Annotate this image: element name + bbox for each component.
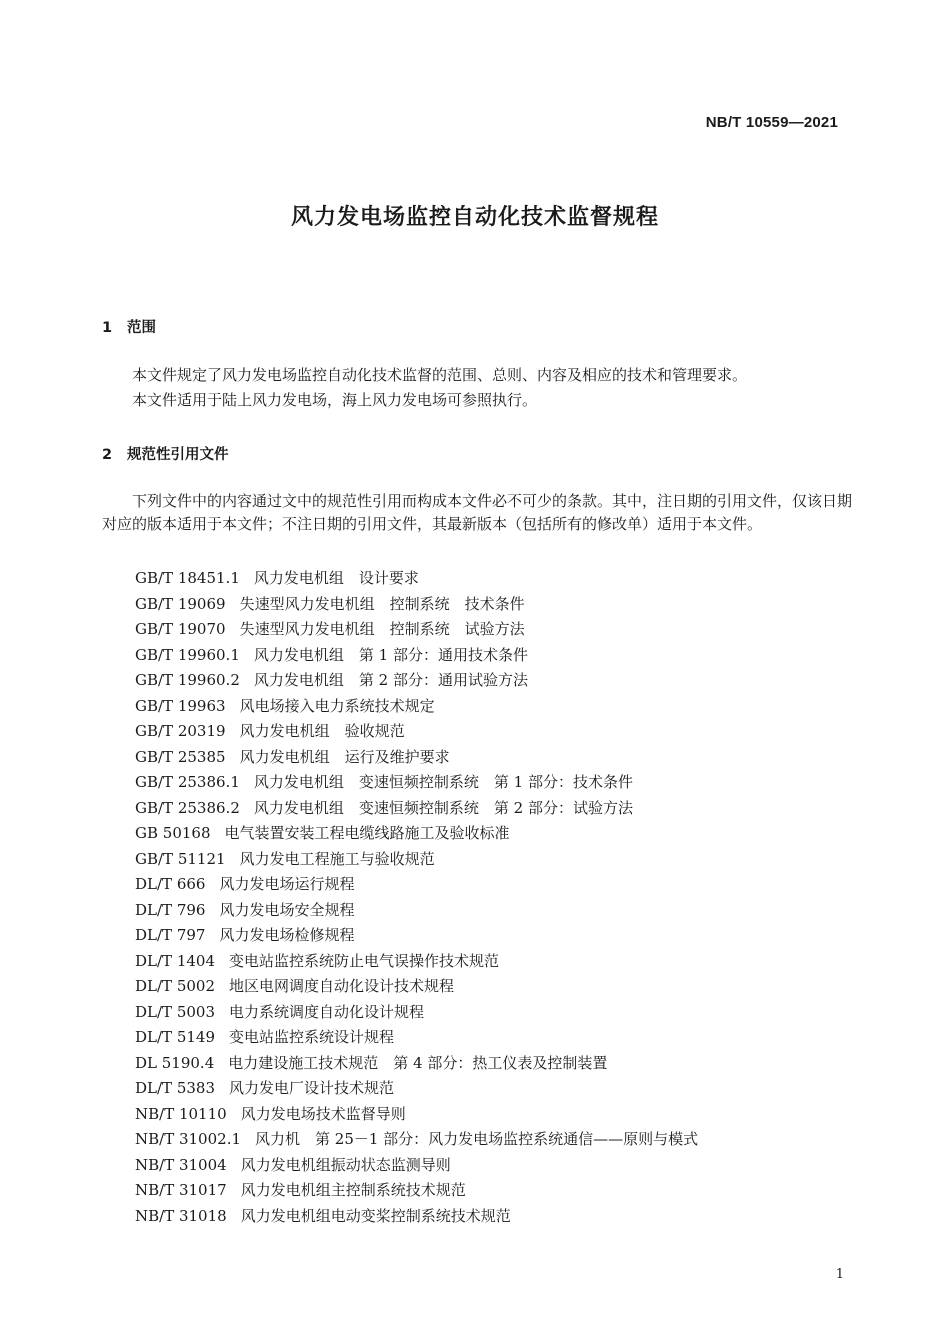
section-2-intro: 下列文件中的内容通过文中的规范性引用而构成本文件必不可少的条款。其中，注日期的引用文件，仅该日期对应的版本适用于本文件；不注日期的引用文件，其最新版本（包括所有的修改单）适用于本文件。 xyxy=(102,492,853,533)
reference-item xyxy=(135,1127,835,1153)
reference-title: 风力发电机组 变速恒频控制系统 第 2 部分：试验方法 xyxy=(253,798,633,817)
reference-code: DL/T 5003 xyxy=(135,1002,215,1021)
section-2-number: 2 xyxy=(102,447,113,463)
reference-item xyxy=(135,668,835,694)
reference-item xyxy=(135,847,835,873)
reference-title: 风力发电场运行规程 xyxy=(219,875,355,893)
reference-code: DL/T 666 xyxy=(135,875,206,893)
reference-item xyxy=(135,872,835,898)
reference-item xyxy=(135,1102,835,1128)
reference-item xyxy=(135,592,835,618)
section-2-title: 规范性引用文件 xyxy=(127,447,229,463)
reference-code: NB/T 31017 xyxy=(135,1181,227,1199)
reference-item xyxy=(135,719,835,745)
reference-item xyxy=(135,1178,835,1204)
reference-code: DL 5190.4 xyxy=(135,1053,215,1072)
reference-title: 风电场接入电力系统技术规定 xyxy=(239,696,435,715)
reference-title: 风力发电机组 第 2 部分：通用试验方法 xyxy=(253,671,528,689)
reference-title: 风力机 第 25－1 部分：风力发电场监控系统通信——原则与模式 xyxy=(255,1130,699,1148)
reference-title: 风力发电工程施工与验收规范 xyxy=(239,849,435,868)
reference-code: DL/T 796 xyxy=(135,900,206,919)
reference-title: 失速型风力发电机组 控制系统 试验方法 xyxy=(239,620,525,638)
reference-title: 变电站监控系统防止电气误操作技术规范 xyxy=(229,951,500,970)
reference-code: NB/T 31002.1 xyxy=(135,1130,242,1148)
reference-title: 失速型风力发电机组 控制系统 技术条件 xyxy=(239,594,525,613)
section-1-heading xyxy=(102,316,156,337)
reference-code: DL/T 5002 xyxy=(135,977,215,995)
reference-code: GB/T 19070 xyxy=(135,620,226,638)
reference-code: NB/T 10110 xyxy=(135,1104,227,1123)
section-1-title: 范围 xyxy=(127,320,156,336)
section-2-heading xyxy=(102,443,229,464)
section-1-paragraph-1: 本文件规定了风力发电场监控自动化技术监督的范围、总则、内容及相应的技术和管理要求。 xyxy=(132,366,748,384)
reference-item xyxy=(135,898,835,924)
reference-title: 地区电网调度自动化设计技术规程 xyxy=(229,977,455,995)
reference-code: DL/T 797 xyxy=(135,926,206,944)
reference-code: GB/T 19960.2 xyxy=(135,671,240,689)
reference-code: DL/T 5149 xyxy=(135,1028,215,1046)
reference-title: 风力发电机组 设计要求 xyxy=(253,569,419,587)
reference-code: GB/T 20319 xyxy=(135,722,226,740)
reference-item xyxy=(135,1025,835,1051)
reference-item xyxy=(135,745,835,771)
reference-title: 风力发电机组 运行及维护要求 xyxy=(239,747,450,766)
reference-title: 风力发电机组振动状态监测导则 xyxy=(240,1155,451,1174)
reference-title: 电气装置安装工程电缆线路施工及验收标准 xyxy=(224,824,510,842)
reference-title: 风力发电场安全规程 xyxy=(219,900,355,919)
reference-code: NB/T 31018 xyxy=(135,1206,227,1225)
reference-title: 风力发电机组主控制系统技术规范 xyxy=(240,1181,466,1199)
reference-item xyxy=(135,949,835,975)
reference-item xyxy=(135,1051,835,1077)
standard-number: NB/T 10559—2021 xyxy=(705,114,838,131)
reference-item xyxy=(135,617,835,643)
section-1-number: 1 xyxy=(102,320,113,336)
reference-code: GB/T 51121 xyxy=(135,849,226,868)
page-number: 1 xyxy=(835,1267,844,1282)
reference-title: 风力发电机组 验收规范 xyxy=(239,722,405,740)
reference-item xyxy=(135,974,835,1000)
reference-code: GB/T 25386.2 xyxy=(135,798,240,817)
reference-code: NB/T 31004 xyxy=(135,1155,227,1174)
reference-item xyxy=(135,643,835,669)
reference-code: GB/T 18451.1 xyxy=(135,569,240,587)
reference-item xyxy=(135,796,835,822)
reference-item xyxy=(135,1076,835,1102)
reference-item xyxy=(135,770,835,796)
reference-item xyxy=(135,694,835,720)
reference-title: 风力发电机组 第 1 部分：通用技术条件 xyxy=(253,645,528,664)
reference-code: GB/T 19069 xyxy=(135,594,226,613)
reference-code: GB/T 19963 xyxy=(135,696,226,715)
reference-item xyxy=(135,566,835,592)
reference-list xyxy=(135,566,835,1229)
reference-title: 风力发电场技术监督导则 xyxy=(240,1104,406,1123)
reference-code: GB/T 25386.1 xyxy=(135,773,240,791)
reference-code: DL/T 1404 xyxy=(135,951,215,970)
reference-item xyxy=(135,1153,835,1179)
reference-title: 电力建设施工技术规范 第 4 部分：热工仪表及控制装置 xyxy=(228,1053,608,1072)
reference-title: 风力发电厂设计技术规范 xyxy=(229,1079,395,1097)
reference-item xyxy=(135,1204,835,1230)
reference-title: 风力发电场检修规程 xyxy=(219,926,355,944)
reference-item xyxy=(135,821,835,847)
reference-code: GB 50168 xyxy=(135,824,211,842)
reference-item xyxy=(135,923,835,949)
reference-title: 风力发电机组 变速恒频控制系统 第 1 部分：技术条件 xyxy=(253,773,633,791)
reference-title: 电力系统调度自动化设计规程 xyxy=(229,1002,425,1021)
reference-title: 风力发电机组电动变桨控制系统技术规范 xyxy=(240,1206,511,1225)
reference-code: GB/T 25385 xyxy=(135,747,226,766)
reference-item xyxy=(135,1000,835,1026)
section-1-paragraph-2: 本文件适用于陆上风力发电场，海上风力发电场可参照执行。 xyxy=(132,391,538,409)
reference-code: DL/T 5383 xyxy=(135,1079,215,1097)
reference-title: 变电站监控系统设计规程 xyxy=(229,1028,395,1046)
document-title: 风力发电场监控自动化技术监督规程 xyxy=(290,205,659,230)
reference-code: GB/T 19960.1 xyxy=(135,645,240,664)
